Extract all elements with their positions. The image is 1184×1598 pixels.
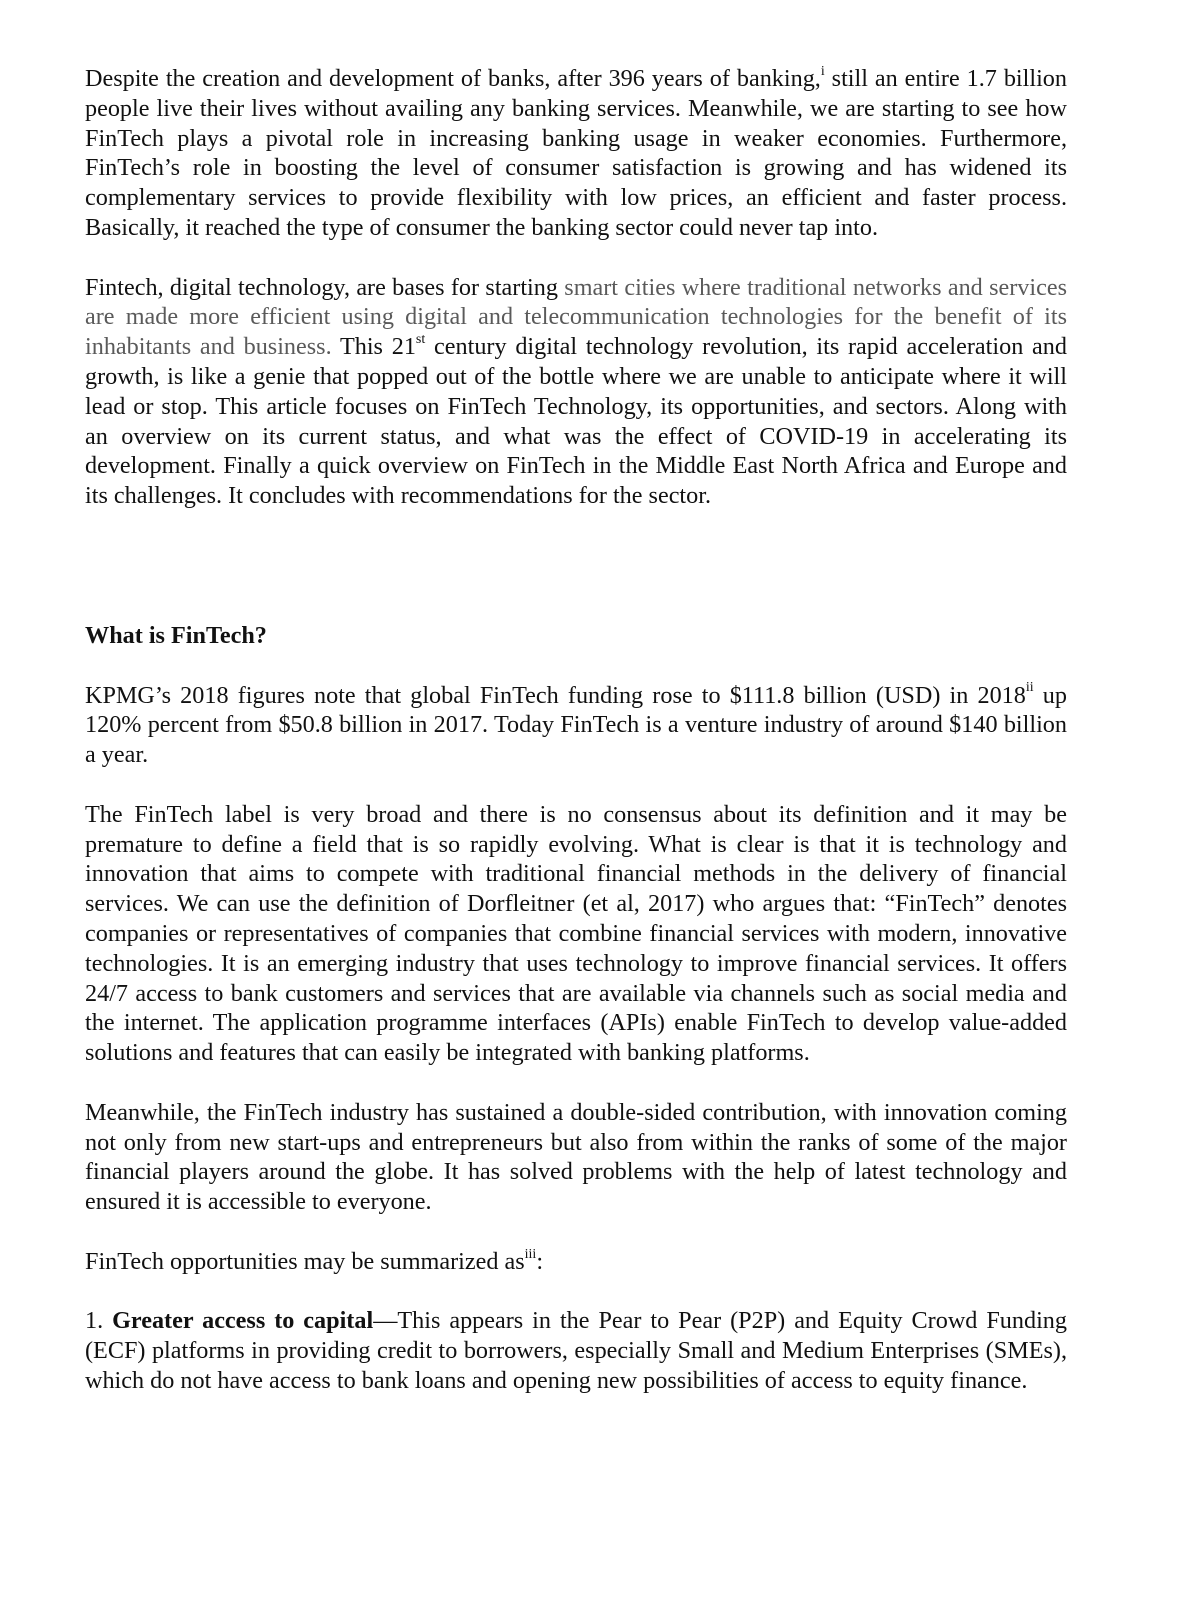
smart-cities-text-c: century digital technology revolution, its rapid acceleration and growth, is like a genie that popped out of the bottle where we are unable to anticipate where it will lead or stop. This article focuses on FinTech Technology, its opportunities, and sectors. Along with an overview on its current status, and what was the effect of COVID-19 in accelerating its development. Finally a quick overview on FinTech in the Middle East North Africa and Europe and its challenges. It concludes with recommendations for the sector. bbox=[85, 333, 1067, 510]
endnote-marker-i[interactable]: i bbox=[820, 63, 825, 79]
intro-text-b: still an entire 1.7 billion people live their lives without availing any banking services. Meanwhile, we are starting to see how FinTech plays a pivotal role in increasing banking usage in weaker economies. Furthermore, FinTech’s role in boosting the level of consumer satisfaction is growing and has widened its complementary services to provide flexibility with low prices, an efficient and faster process. Basically, it reached the type of consumer the banking sector could never tap into. bbox=[85, 65, 1067, 241]
endnote-marker-ii[interactable]: ii bbox=[1025, 680, 1034, 696]
smart-cities-text-a: Fintech, digital technology, are bases for starting bbox=[85, 273, 565, 301]
spacer bbox=[85, 651, 1067, 681]
spacer bbox=[85, 1068, 1067, 1098]
paragraph-intro bbox=[85, 64, 1067, 243]
kpmg-text-a: KPMG’s 2018 figures note that global FinTech funding rose to $111.8 billion (USD) in 2018 bbox=[85, 681, 1026, 709]
list-number: 1. bbox=[85, 1307, 113, 1335]
kpmg-text-b: up 120% percent from $50.8 billion in 2017. Today FinTech is a venture industry of around $140 billion a year. bbox=[85, 681, 1067, 769]
endnote-marker-iii[interactable]: iii bbox=[524, 1246, 537, 1262]
spacer bbox=[85, 1217, 1067, 1247]
paragraph-kpmg bbox=[85, 681, 1067, 770]
paragraph-contribution: Meanwhile, the FinTech industry has sustained a double-sided contribution, with innovation coming not only from new start-ups and entrepreneurs but also from within the ranks of some of the major financial players around the globe. It has solved problems with the help of latest technology and ensured it is accessible to everyone. bbox=[85, 1098, 1067, 1216]
paragraph-smart-cities bbox=[85, 273, 1067, 511]
list-item-title: Greater access to capital bbox=[112, 1307, 374, 1335]
opportunities-text-b: : bbox=[536, 1247, 544, 1275]
spacer bbox=[85, 243, 1067, 273]
spacer bbox=[85, 511, 1067, 621]
list-item-body: —This appears in the Pear to Pear (P2P) and Equity Crowd Funding (ECF) platforms in providing credit to borrowers, especially Small and Medium Enterprises (SMEs), which do not have access to bank loans and opening new possibilities of access to equity finance. bbox=[85, 1307, 1067, 1394]
opportunities-text-a: FinTech opportunities may be summarized as bbox=[85, 1247, 525, 1275]
spacer bbox=[85, 770, 1067, 800]
document-page bbox=[85, 64, 1067, 1396]
paragraph-opportunities-intro bbox=[85, 1247, 1067, 1277]
ordinal-suffix: st bbox=[415, 332, 426, 348]
list-item-capital-access bbox=[85, 1306, 1067, 1395]
smart-cities-text-b: This 21 bbox=[331, 333, 416, 361]
paragraph-definition: The FinTech label is very broad and there is no consensus about its definition and it may be premature to define a field that is so rapidly evolving. What is clear is that it is technology and innovation that aims to compete with traditional financial methods in the delivery of financial services. We can use the definition of Dorfleitner (et al, 2017) who argues that: “FinTech” denotes companies or representatives of companies that combine financial services with modern, innovative technologies. It is an emerging industry that uses technology to improve financial services. It offers 24/7 access to bank customers and services that are available via channels such as social media and the internet. The application programme interfaces (APIs) enable FinTech to develop value-added solutions and features that can easily be integrated with banking platforms. bbox=[85, 800, 1067, 1067]
intro-text-a: Despite the creation and development of banks, after 396 years of banking, bbox=[85, 65, 821, 92]
smart-cities-quote: smart cities where traditional networks and services are made more efficient using digital and telecommunication technologies for the benefit of its inhabitants and business. bbox=[85, 273, 1067, 361]
spacer bbox=[85, 1276, 1067, 1306]
section-heading: What is FinTech? bbox=[85, 621, 267, 649]
